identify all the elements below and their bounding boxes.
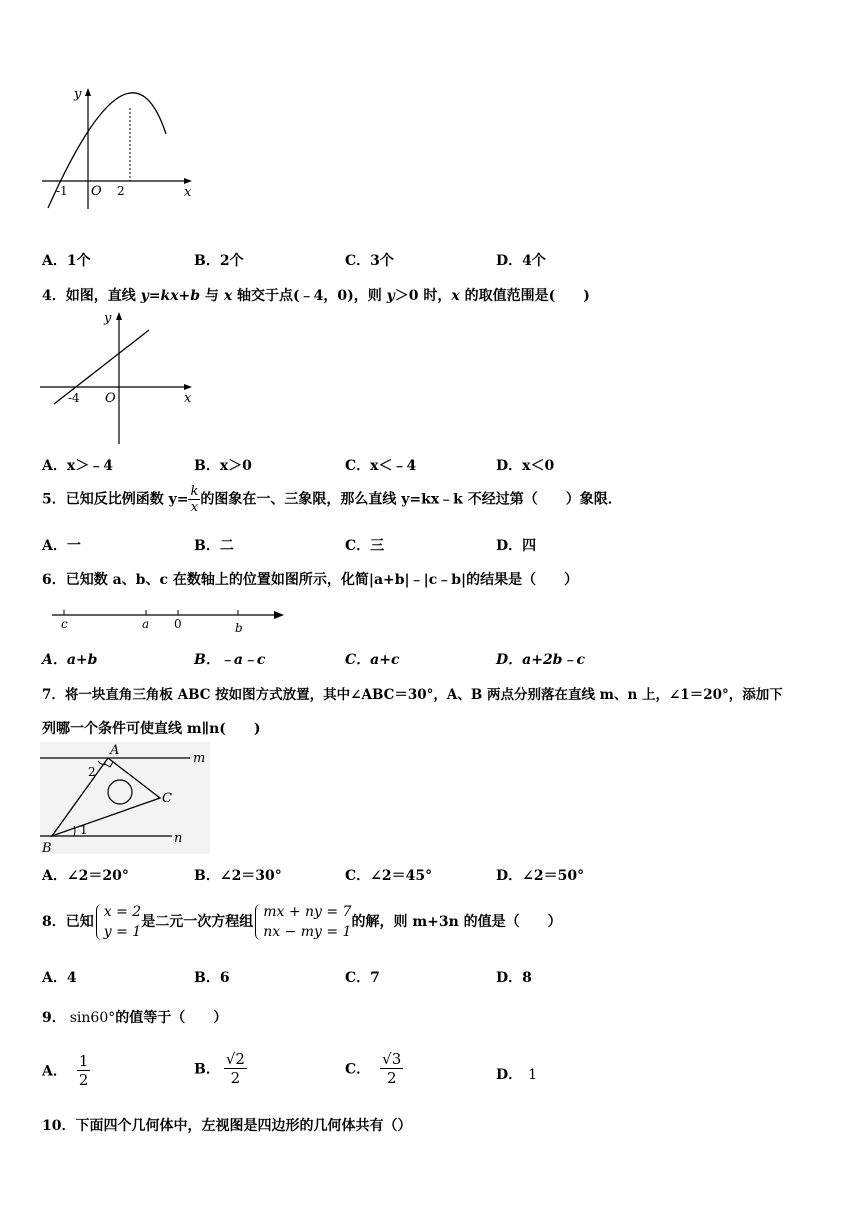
q9-option-b: B． $\frac{√2}{2}$ xyxy=(194,1050,245,1087)
angle-1-label: 1 xyxy=(80,823,88,837)
q6-text: 6．已知数 a、b、c 在数轴上的位置如图所示，化简|a+b|﹣|c﹣b|的结果是（ ） xyxy=(42,572,579,588)
graph-y-label: y xyxy=(74,87,82,102)
q6-option-c: C．a+c xyxy=(345,652,400,668)
q6-option-b: B．﹣a﹣c xyxy=(194,652,266,668)
q5-option-c: C．三 xyxy=(345,538,385,554)
graph-tick-neg4: -4 xyxy=(68,391,80,405)
line-m-label: m xyxy=(193,751,206,766)
q3-option-b: B．2个 xyxy=(194,253,244,269)
q7-option-c: C．∠2＝45° xyxy=(345,868,433,884)
q7-text-line2: 列哪一个条件可使直线 m∥n( ) xyxy=(42,721,261,737)
q4-option-b: B．x＞0 xyxy=(194,458,252,474)
q8-option-a: A．4 xyxy=(42,970,77,986)
point-a-label: A xyxy=(110,743,120,758)
graph-origin-label: O xyxy=(91,184,102,199)
number-line-c: c xyxy=(61,617,68,631)
q8-option-b: B．6 xyxy=(194,970,230,986)
number-line-a: a xyxy=(142,617,150,631)
q7-option-b: B．∠2＝30° xyxy=(194,868,282,884)
angle-2-label: 2 xyxy=(88,765,96,779)
system-1: x = 2 y = 1 xyxy=(94,902,141,942)
q9-option-c: C． $\frac{√3}{2}$ xyxy=(345,1050,402,1087)
q7-text-line1: 7．将一块直角三角板 ABC 按如图方式放置，其中∠ABC＝30°，A、B 两点分别落在直线 m、n 上，∠1＝20°，添加下 xyxy=(42,687,783,703)
q9-text: 9． sin60°的值等于（ ） xyxy=(42,1010,228,1026)
graph-x-label: x xyxy=(184,391,192,406)
q5-option-d: D．四 xyxy=(496,538,537,554)
q8-option-d: D．8 xyxy=(496,970,532,986)
q10-text: 10．下面四个几何体中，左视图是四边形的几何体共有（） xyxy=(42,1118,412,1134)
q9-option-a: A． $\frac{1}{2}$ xyxy=(42,1052,89,1089)
q4-text: 4．如图，直线 y=kx+b 与 x 轴交于点(﹣4，0)，则 y＞0 时，x 的取值范围是( ) xyxy=(42,288,590,304)
number-line-b: b xyxy=(235,621,243,634)
graph-x-label: x xyxy=(184,185,192,200)
q7-option-d: D．∠2＝50° xyxy=(496,868,585,884)
graph-y-label: y xyxy=(104,311,112,326)
q8-text: 8．已知 x = 2 y = 1 是二元一次方程组 mx + ny = 7 nx − my = 1 的解，则 m+3n 的值是（ ） xyxy=(42,904,562,940)
graph-tick-2: 2 xyxy=(117,184,125,198)
q5-option-b: B．二 xyxy=(194,538,234,554)
point-b-label: B xyxy=(42,841,52,854)
q6-option-a: A．a+b xyxy=(42,652,98,668)
graph-tick-neg1: -1 xyxy=(56,184,68,198)
parabola-graph xyxy=(38,84,198,214)
q4-option-c: C．x＜﹣4 xyxy=(345,458,417,474)
number-line-zero: 0 xyxy=(174,617,182,631)
q9-option-d: D． 1 xyxy=(496,1067,538,1083)
number-line xyxy=(50,604,290,634)
q3-option-d: D．4个 xyxy=(496,253,546,269)
q4-option-d: D．x＜0 xyxy=(496,458,555,474)
line-n-label: n xyxy=(174,831,183,846)
q7-option-a: A．∠2＝20° xyxy=(42,868,129,884)
graph-origin-label: O xyxy=(105,391,116,406)
system-2: mx + ny = 7 nx − my = 1 xyxy=(253,902,351,942)
point-c-label: C xyxy=(162,791,172,806)
linear-graph xyxy=(38,308,198,448)
triangle-diagram xyxy=(40,742,210,854)
q3-option-a: A．1个 xyxy=(42,253,91,269)
q4-option-a: A．x＞﹣4 xyxy=(42,458,113,474)
q6-option-d: D．a+2b﹣c xyxy=(496,652,585,668)
q3-option-c: C．3个 xyxy=(345,253,394,269)
q5-option-a: A．一 xyxy=(42,538,81,554)
q5-text: 5．已知反比例函数 y= $\frac{k}{x}$ 的图象在一、三象限，那么直线 y=kx﹣k 不经过第（ ）象限． xyxy=(42,484,622,515)
q8-option-c: C．7 xyxy=(345,970,380,986)
